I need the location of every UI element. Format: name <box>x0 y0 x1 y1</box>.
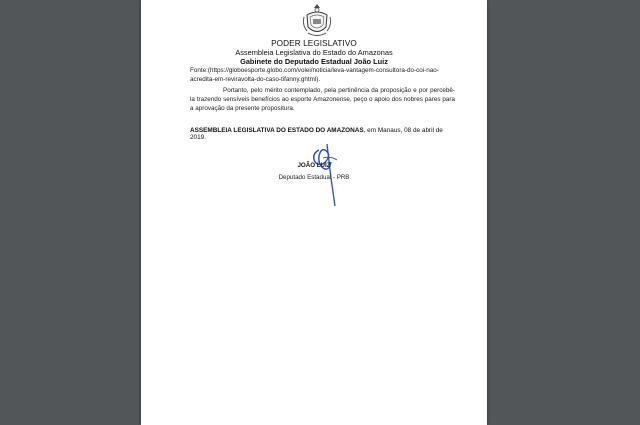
handwritten-signature <box>301 132 361 210</box>
header-poder-legislativo: PODER LEGISLATIVO <box>271 39 357 48</box>
header-assembleia: Assembleia Legislativa do Estado do Amazonas <box>235 48 393 57</box>
source-citation <box>190 66 455 84</box>
source-line: Fonte:(https://globoesporte.globo.com/volei/noticia/leva-vantagem-consultora-do-coi-nao- <box>190 67 439 74</box>
source-line: acredita-em-reviravolta-do-caso-tifanny.ghtml). <box>190 76 321 83</box>
coat-of-arms-icon <box>302 3 332 39</box>
closing-institution: ASSEMBLEIA LEGISLATIVA DO ESTADO DO AMAZONAS <box>190 127 364 134</box>
body-paragraph: Portanto, pelo mérito contemplado, pela pertinência da proposição e por percebê-la trazendo sensíveis benefícios ao esporte Amazonense, peço o apoio dos nobres pares para a aprovação da presente propositura. <box>190 87 455 112</box>
signer-role: Deputado Estadual - PRB <box>278 174 350 181</box>
document-page[interactable] <box>141 0 487 425</box>
signer-name: JOÃO LUIZ <box>297 162 331 169</box>
closing-date: , em Manaus, 08 de abril de 2019. <box>190 127 443 141</box>
header-gabinete: Gabinete do Deputado Estadual João Luiz <box>240 57 388 66</box>
